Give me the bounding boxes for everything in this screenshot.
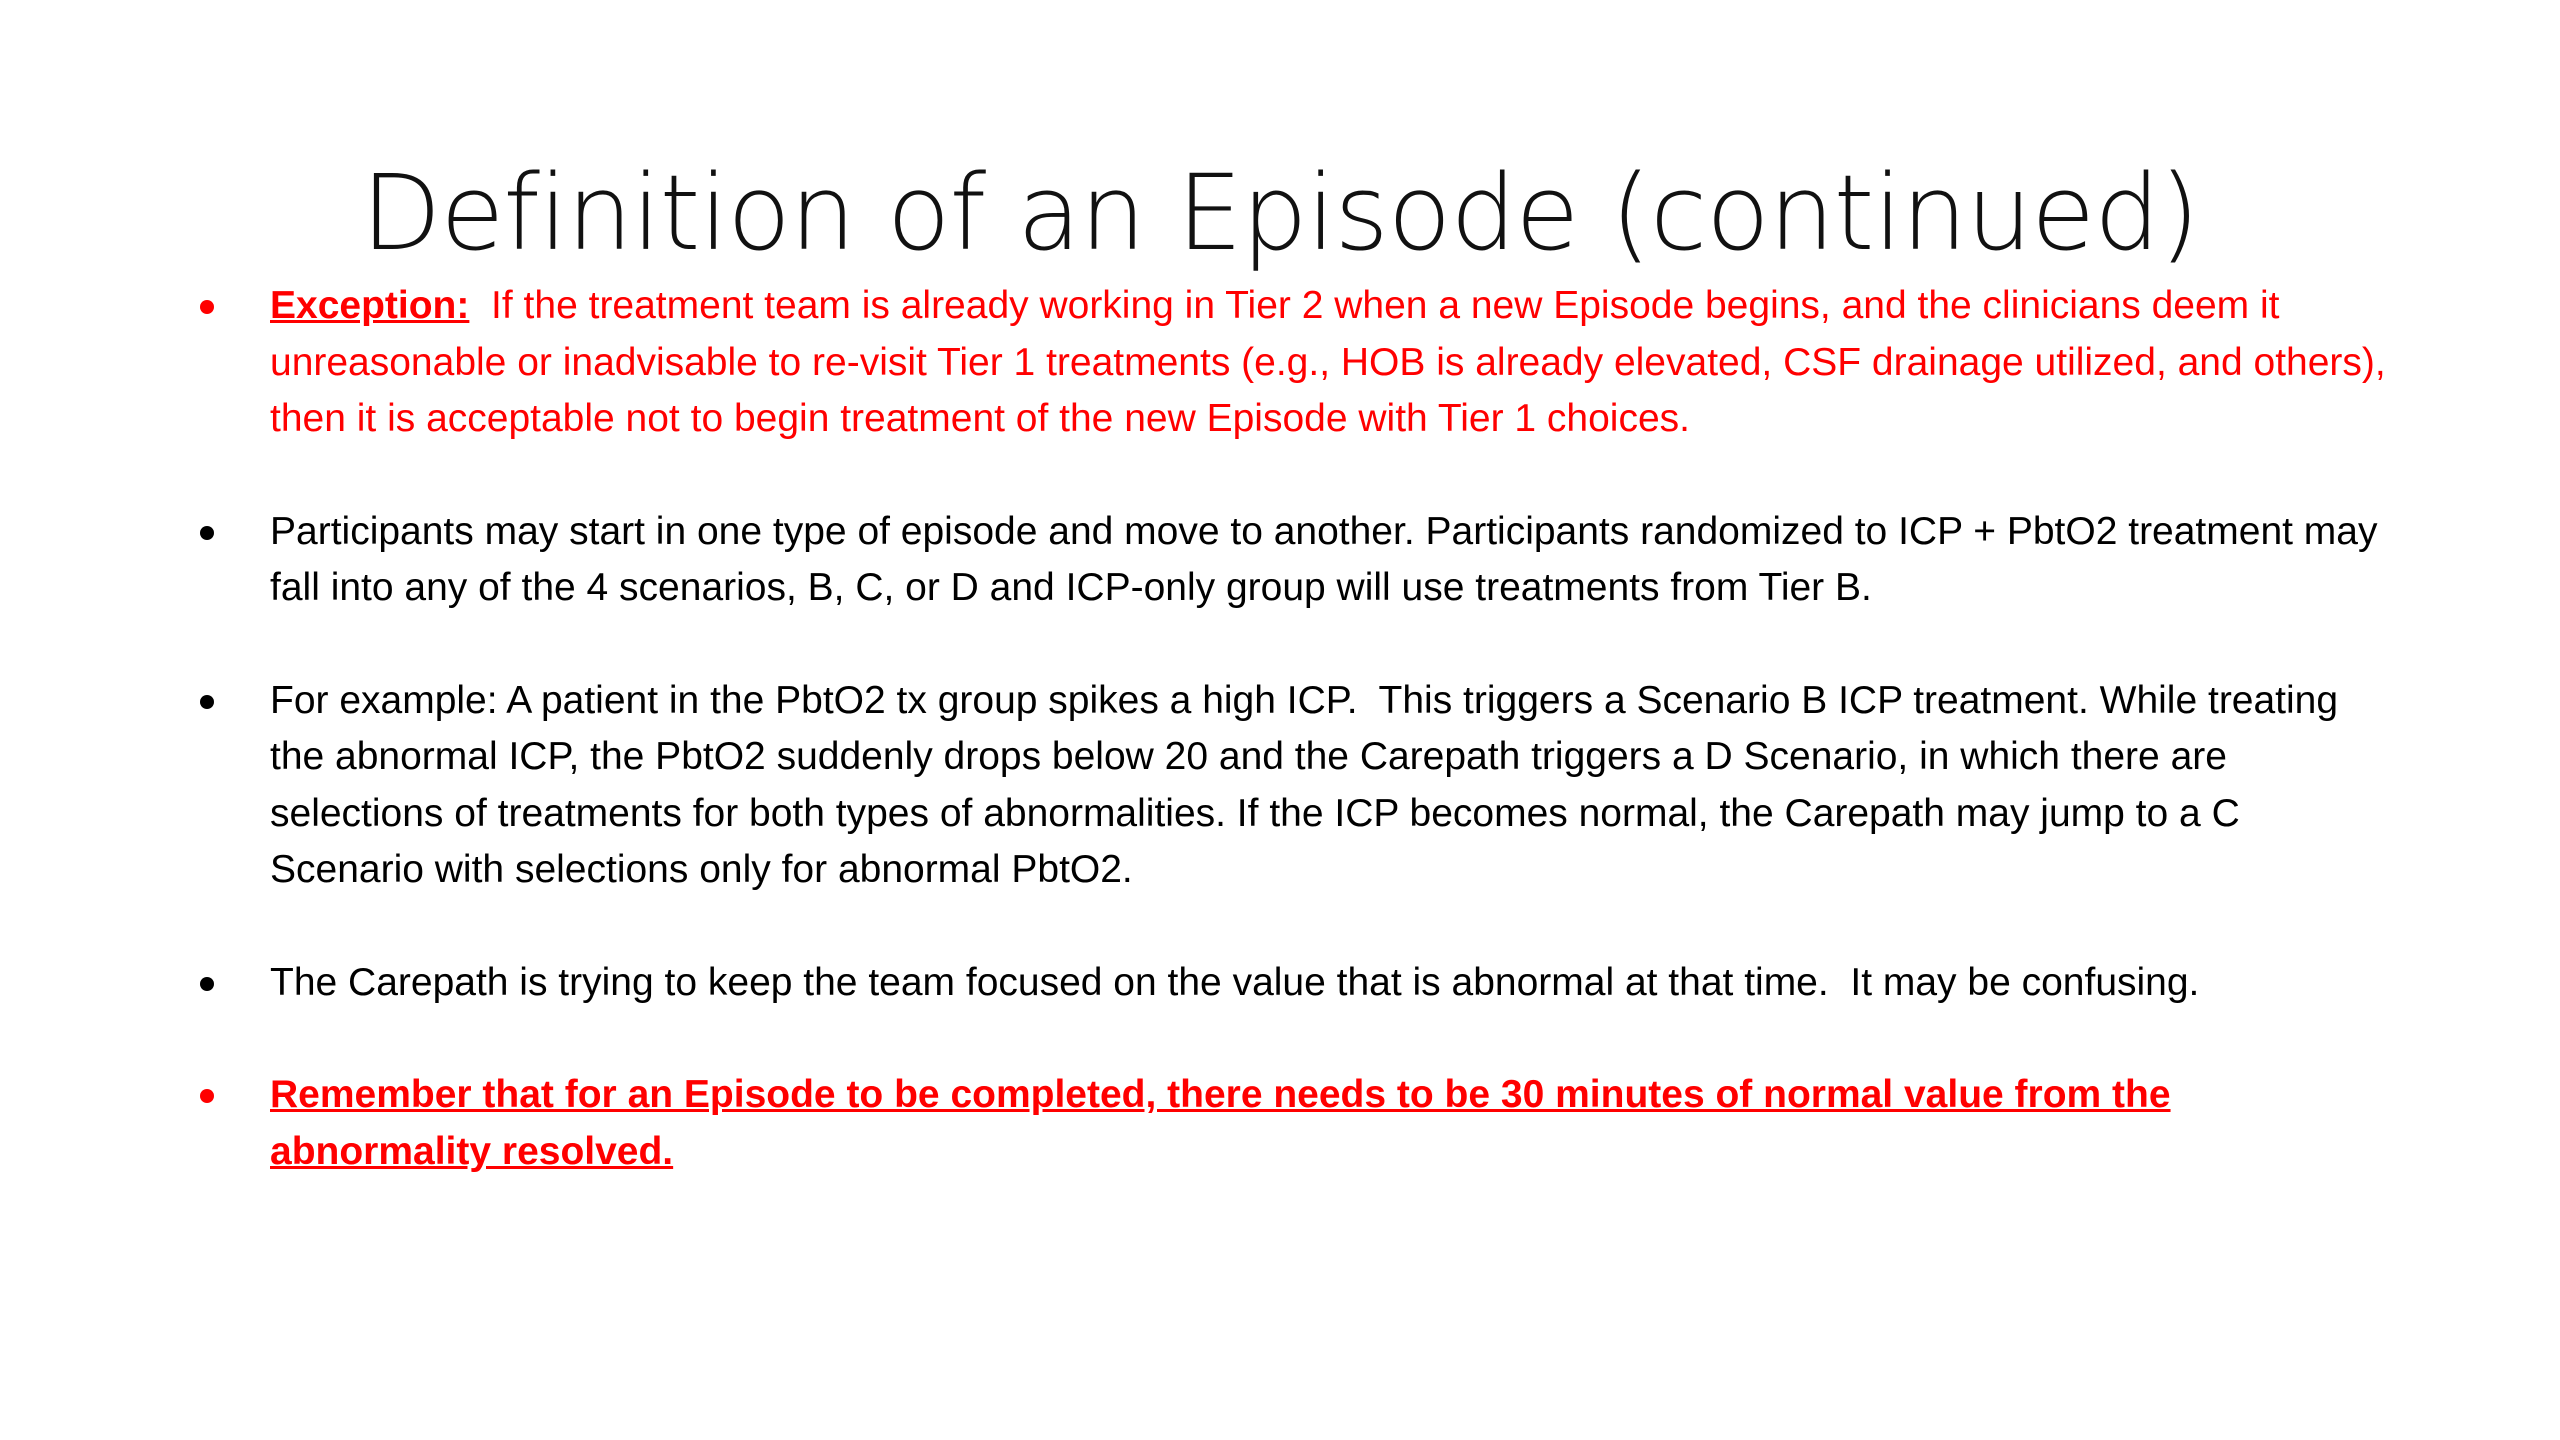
carepath-text: The Carepath is trying to keep the team focused on the value that is abnormal at that time. It may be confusing. xyxy=(270,960,2200,1004)
exception-label: Exception: xyxy=(270,284,470,327)
bullet-remember xyxy=(190,1067,2400,1180)
example-text: For example: A patient in the PbtO2 tx group spikes a high ICP. This triggers a Scenario B ICP treatment. While treating the abnormal ICP, the PbtO2 suddenly drops below 20 and the Carepath triggers a D Scenario, in which there are selections of treatments for both types of abnormalities. If the ICP becomes normal, the Carepath may jump to a C Scenario with selections only for abnormal PbtO2. xyxy=(270,678,2349,891)
slide-title: Definition of an Episode (continued) xyxy=(361,152,2199,274)
bullet-dot-icon xyxy=(200,526,214,540)
bullet-dot-icon xyxy=(200,300,214,314)
bullet-dot-icon xyxy=(200,695,214,709)
exception-text: If the treatment team is already working in Tier 2 when a new Episode begins, and the clinicians deem it unreasonable or inadvisable to re-visit Tier 1 treatments (e.g., HOB is already elevated, CSF drainage utilized, and others), then it is acceptable not to begin treatment of the new Episode with Tier 1 choices. xyxy=(270,284,2397,440)
bullet-participants xyxy=(190,504,2400,617)
bullet-exception xyxy=(190,278,2400,448)
bullet-dot-icon xyxy=(200,1089,214,1103)
participants-text: Participants may start in one type of episode and move to another. Participants randomized to ICP + PbtO2 treatment may fall into any of the 4 scenarios, B, C, or D and ICP-only group will use treatments from Tier B. xyxy=(270,509,2378,609)
bullet-carepath xyxy=(190,955,2400,1012)
remember-text: Remember that for an Episode to be completed, there needs to be 30 minutes of normal value from the abnormality resolved. xyxy=(270,1073,2171,1173)
bullet-list xyxy=(190,278,2400,1180)
bullet-example xyxy=(190,673,2400,899)
bullet-dot-icon xyxy=(200,977,214,991)
